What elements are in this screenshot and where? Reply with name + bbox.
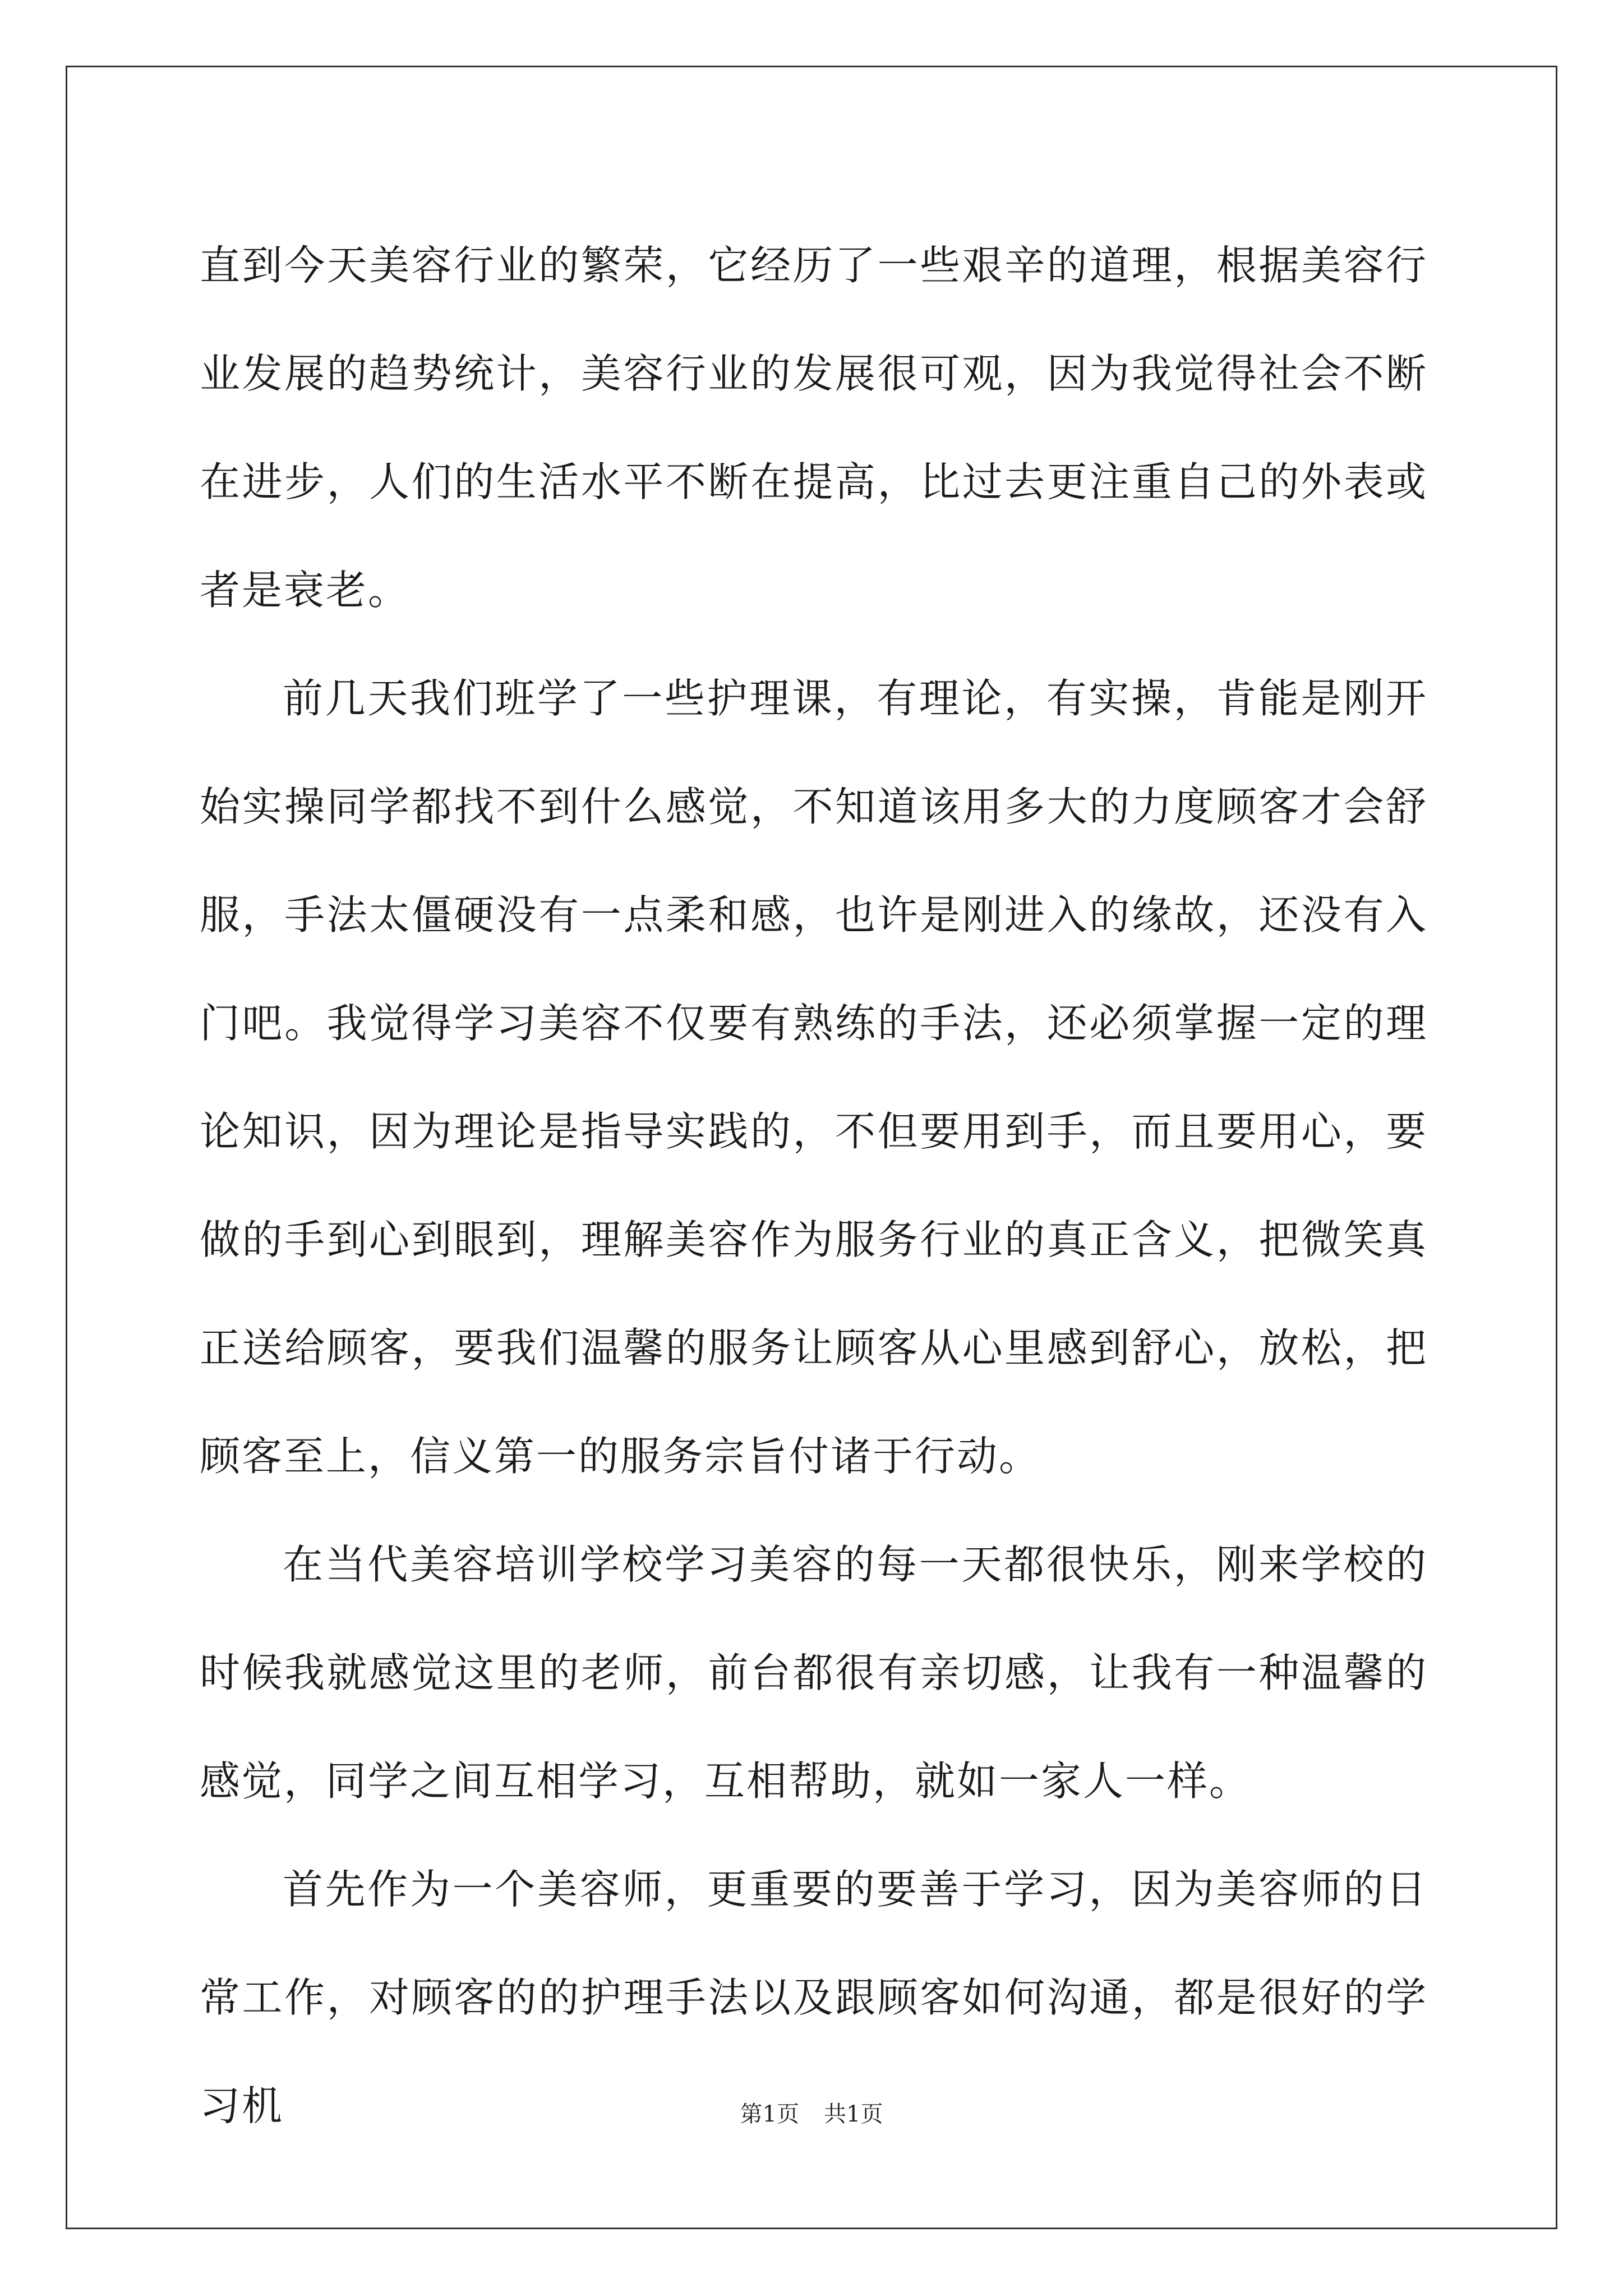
page-footer [0,2101,1623,2128]
page-total: 共1页 [824,2101,883,2127]
paragraph-2: 前几天我们班学了一些护理课，有理论，有实操，肯能是刚开始实操同学都找不到什么感觉，不知道该用多大的力度顾客才会舒服，手法太僵硬没有一点柔和感，也许是刚进入的缘故，还没有入门吧。我觉得学习美容不仅要有熟练的手法，还必须掌握一定的理论知识，因为理论是指导实践的，不但要用到手，而且要用心，要做的手到心到眼到，理解美容作为服务行业的真正含义，把微笑真正送给顾客，要我们温馨的服务让顾客从心里感到舒心，放松，把顾客至上，信义第一的服务宗旨付诸于行动。 [200,675,1428,1480]
document-body [200,211,1428,2160]
paragraph-1: 直到今天美容行业的繁荣，它经历了一些艰辛的道理，根据美容行业发展的趋势统计，美容行业的发展很可观，因为我觉得社会不断在进步，人们的生活水平不断在提高，比过去更注重自己的外表或者是衰老。 [200,242,1428,614]
page-number: 第1页 [740,2101,799,2127]
paragraph-4: 首先作为一个美容师，更重要的要善于学习，因为美容师的日常工作，对顾客的的护理手法以及跟顾客如何沟通，都是很好的学习机 [200,1866,1428,2129]
paragraph-3: 在当代美容培训学校学习美容的每一天都很快乐，刚来学校的时候我就感觉这里的老师，前台都很有亲切感，让我有一种温馨的感觉，同学之间互相学习，互相帮助，就如一家人一样。 [200,1541,1428,1805]
